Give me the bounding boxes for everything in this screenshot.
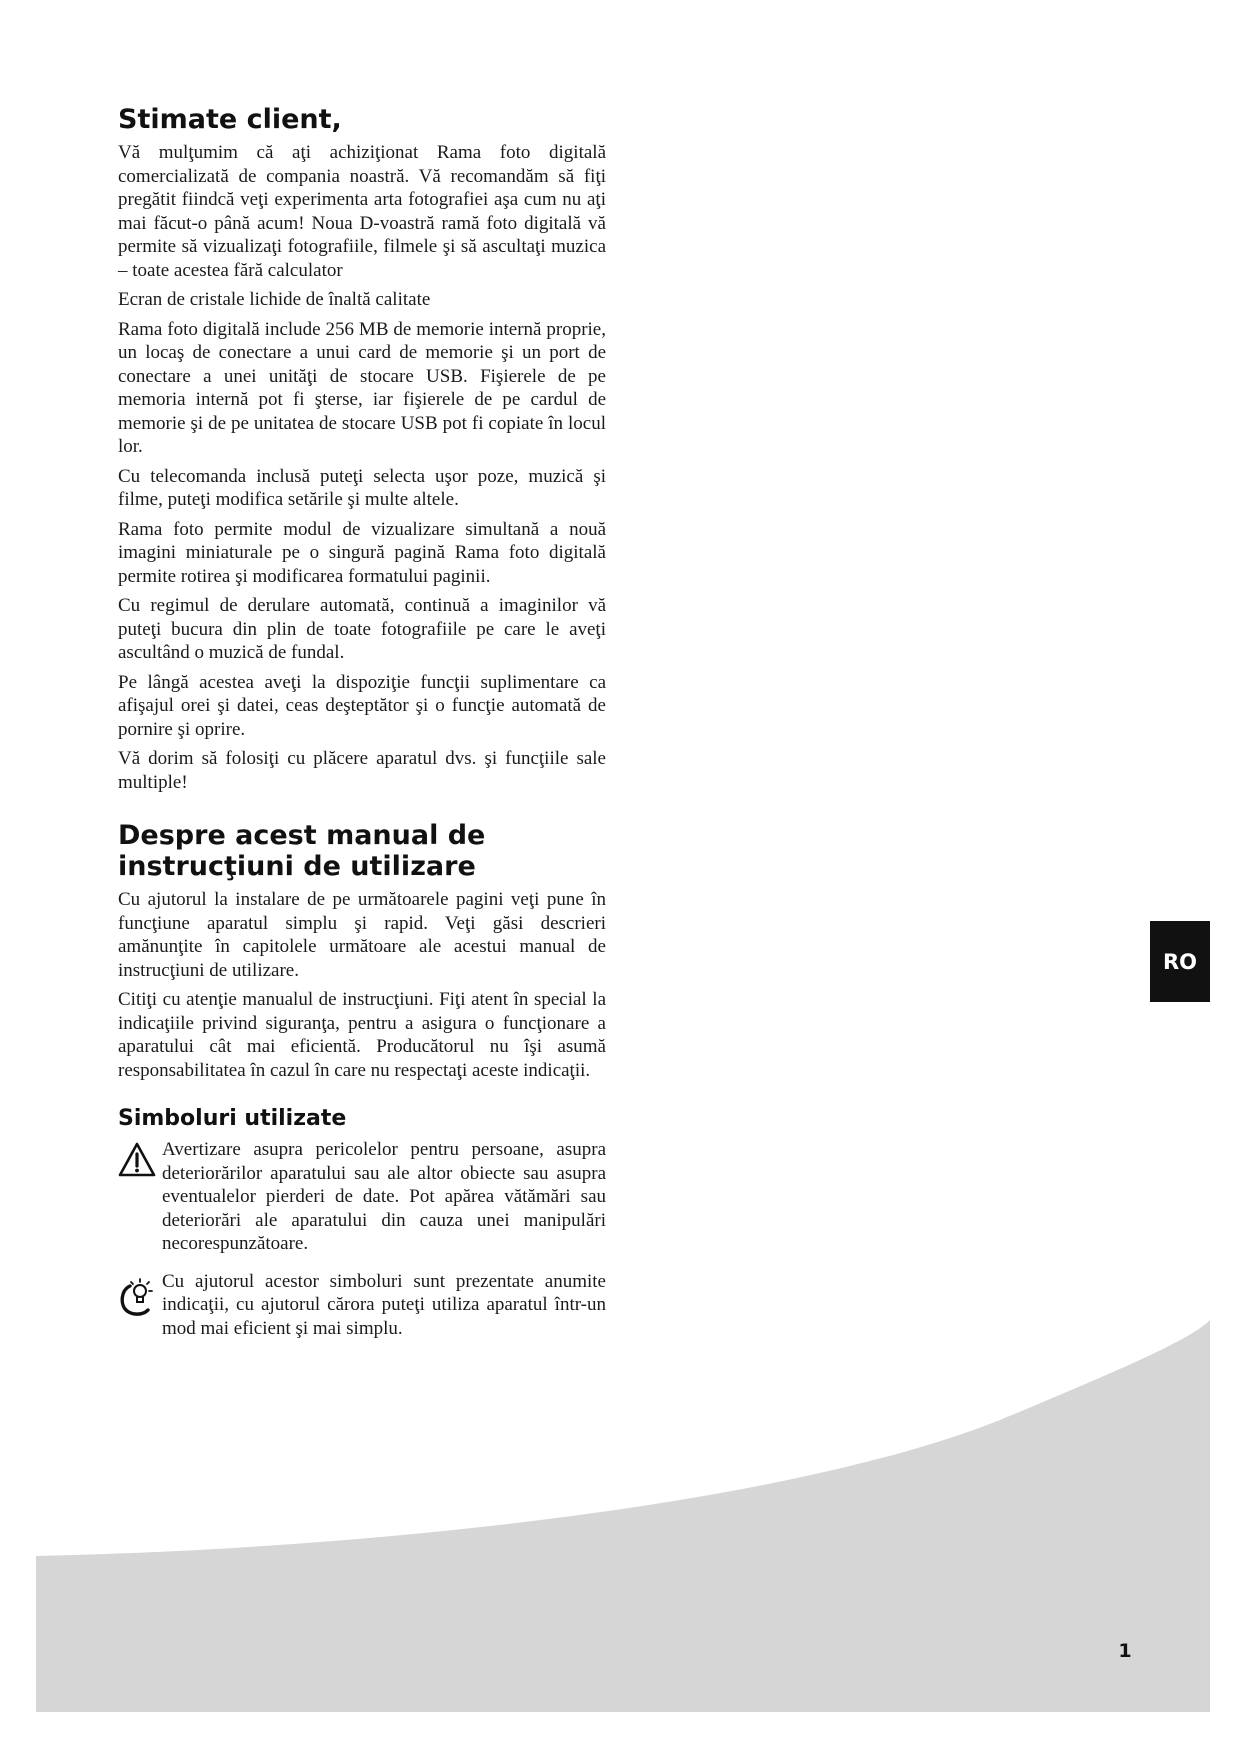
section-title-manual [118, 820, 606, 882]
main-column [118, 104, 606, 1340]
paragraph: Rama foto permite modul de vizualizare simultană a nouă imagini miniaturale pe o singură pagină Rama foto digitală permite rotirea şi modificarea formatului paginii. [118, 518, 606, 587]
page-number: 1 [1118, 1640, 1132, 1662]
section-title-manual-line2: instrucţiuni de utilizare [118, 851, 476, 882]
paragraph: Vă mulţumim că aţi achiziţionat Rama foto digitală comercializată de compania noastră. Vă recomandăm să fiţi pregătit fiindcă veţi experimenta arta fotografiei aşa cum nu aţi mai făcut-o până acum! Noua D-voastră ramă foto digitală vă permite să vizualizaţi fotografiile, filmele şi să ascultaţi muzica – toate acestea fără calculator [118, 142, 606, 281]
symbol-warning-text: Avertizare asupra pericolelor pentru persoane, asupra deteriorărilor aparatului sau ale altor obiecte sau asupra eventualelor pierderi de date. Pot apărea vătămări sau deteriorări ale aparatului din cauza unei manipulări necorespunzătoare. [162, 1139, 606, 1254]
tip-lightbulb-icon [118, 1270, 162, 1323]
paragraph: Vă dorim să folosiţi cu plăcere aparatul dvs. şi funcţiile sale multiple! [118, 748, 606, 793]
symbol-tip-row [118, 1270, 606, 1341]
language-tab: RO [1150, 921, 1210, 1002]
section-title-manual-line1: Despre acest manual de [118, 820, 486, 851]
symbol-tip-text: Cu ajutorul acestor simboluri sunt prezentate anumite indicaţii, cu ajutorul cărora puteţi utiliza aparatul într-un mod mai eficient şi mai simplu. [162, 1270, 606, 1339]
paragraph: Cu ajutorul la instalare de pe următoarele pagini veţi pune în funcţiune aparatul simplu şi rapid. Veţi găsi descrieri amănunţite în capitolele următoare ale acestui manual de instrucţiuni de utilizare. [118, 889, 606, 981]
paragraph: Rama foto digitală include 256 MB de memorie internă proprie, un locaş de conectare a unui card de memorie şi un port de conectare a unei unităţi de stocare USB. Fişierele de pe memoria internă pot fi şterse, iar fişierele de pe cardul de memorie şi de pe unitatea de stocare USB pot fi copiate în locul lor. [118, 318, 606, 457]
symbol-warning-row [118, 1138, 606, 1256]
section-title-symbols: Simboluri utilizate [118, 1106, 347, 1131]
warning-triangle-icon [118, 1138, 162, 1183]
paragraph: Pe lângă acestea aveţi la dispoziţie funcţii suplimentare ca afişajul orei şi datei, ceas deşteptător şi o funcţie automată de pornire şi oprire. [118, 671, 606, 740]
paragraph: Cu regimul de derulare automată, continuă a imaginilor vă puteţi bucura din plin de toate fotografiile pe care le aveţi ascultând o muzică de fundal. [118, 595, 606, 663]
paragraph: Citiţi cu atenţie manualul de instrucţiuni. Fiţi atent în special la indicaţiile privind siguranţa, pentru a asigura o funcţionare a aparatului cât mai eficientă. Producătorul nu îşi asumă responsabilitatea în cazul în care nu respectaţi aceste indicaţii. [118, 989, 606, 1081]
paragraph: Ecran de cristale lichide de înaltă calitate [118, 289, 431, 310]
section-title-greeting: Stimate client, [118, 104, 342, 135]
paragraph: Cu telecomanda inclusă puteţi selecta uşor poze, muzică şi filme, puteţi modifica setările şi multe altele. [118, 465, 606, 510]
